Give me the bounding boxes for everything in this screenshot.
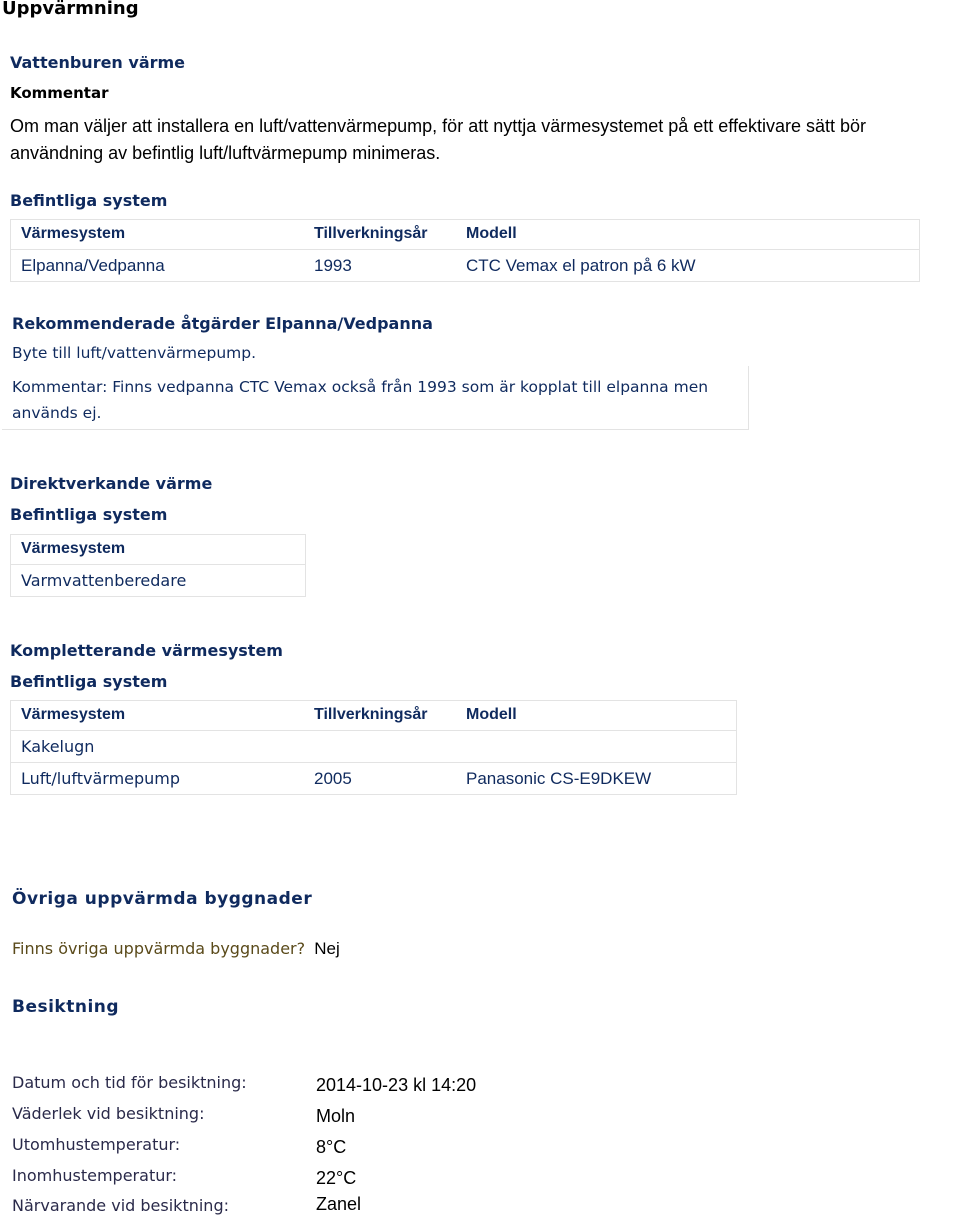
table-cell: Kakelugn	[21, 737, 95, 756]
besiktning-value: 22°C	[316, 1168, 357, 1188]
table-cell: Luft/luftvärmepump	[21, 769, 181, 788]
column-header-modell: Modell	[466, 225, 517, 242]
kommentar-text: Om man väljer att installera en luft/vattenvärmepump, för att nyttja värmesystemet på ett effektivare sätt bör användning av befintlig luft/luftvärmepump minimeras.	[10, 116, 867, 163]
ovriga-question-row	[12, 939, 340, 959]
column-header-modell: Modell	[466, 706, 517, 723]
direktverkande-table	[10, 534, 306, 597]
page-title: Uppvärmning	[2, 0, 139, 19]
besiktning-label: Närvarande vid besiktning:	[12, 1196, 229, 1215]
kommentar-label: Kommentar	[10, 84, 109, 102]
section-title-ovriga: Övriga uppvärmda byggnader	[12, 889, 313, 909]
befintliga-system-label: Befintliga system	[10, 191, 168, 210]
recommended-actions-title: Rekommenderade åtgärder Elpanna/Vedpanna	[12, 314, 433, 333]
besiktning-label: Utomhustemperatur:	[12, 1135, 181, 1154]
recommended-action: Byte till luft/vattenvärmepump.	[12, 344, 257, 362]
befintliga-system-label: Befintliga system	[10, 672, 168, 691]
table-cell: Elpanna/Vedpanna	[21, 256, 165, 275]
besiktning-value: 8°C	[316, 1137, 347, 1157]
section-title-kompletterande: Kompletterande värmesystem	[10, 641, 283, 660]
table-cell: Panasonic CS-E9DKEW	[466, 769, 652, 788]
kompletterande-table	[10, 700, 737, 795]
column-header-tillverkningsar: Tillverkningsår	[314, 225, 428, 242]
befintliga-system-table	[10, 219, 920, 282]
section-title-vattenburen: Vattenburen värme	[10, 53, 186, 72]
besiktning-label: Väderlek vid besiktning:	[12, 1104, 205, 1123]
column-header-tillverkningsar: Tillverkningsår	[314, 706, 428, 723]
section-title-direktverkande: Direktverkande värme	[10, 474, 213, 493]
column-header-varmesystem: Värmesystem	[21, 540, 126, 557]
table-cell: Varmvattenberedare	[21, 571, 187, 590]
table-cell: 2005	[314, 769, 352, 788]
besiktning-value: 2014-10-23 kl 14:20	[316, 1075, 477, 1095]
column-header-varmesystem: Värmesystem	[21, 225, 126, 242]
besiktning-label: Datum och tid för besiktning:	[12, 1073, 247, 1092]
besiktning-label: Inomhustemperatur:	[12, 1166, 178, 1185]
table-cell: CTC Vemax el patron på 6 kW	[466, 256, 696, 275]
ovriga-question: Finns övriga uppvärmda byggnader?	[12, 939, 306, 958]
besiktning-value: Zanel	[316, 1194, 362, 1214]
table-cell: 1993	[314, 256, 352, 275]
column-header-varmesystem: Värmesystem	[21, 706, 126, 723]
ovriga-answer: Nej	[314, 939, 340, 958]
befintliga-system-label: Befintliga system	[10, 505, 168, 524]
besiktning-value: Moln	[316, 1106, 356, 1126]
recommendation-comment: Kommentar: Finns vedpanna CTC Vemax också från 1993 som är kopplat till elpanna men används ej.	[12, 378, 709, 422]
section-title-besiktning: Besiktning	[12, 997, 120, 1017]
recommendation-comment-box	[2, 366, 749, 430]
